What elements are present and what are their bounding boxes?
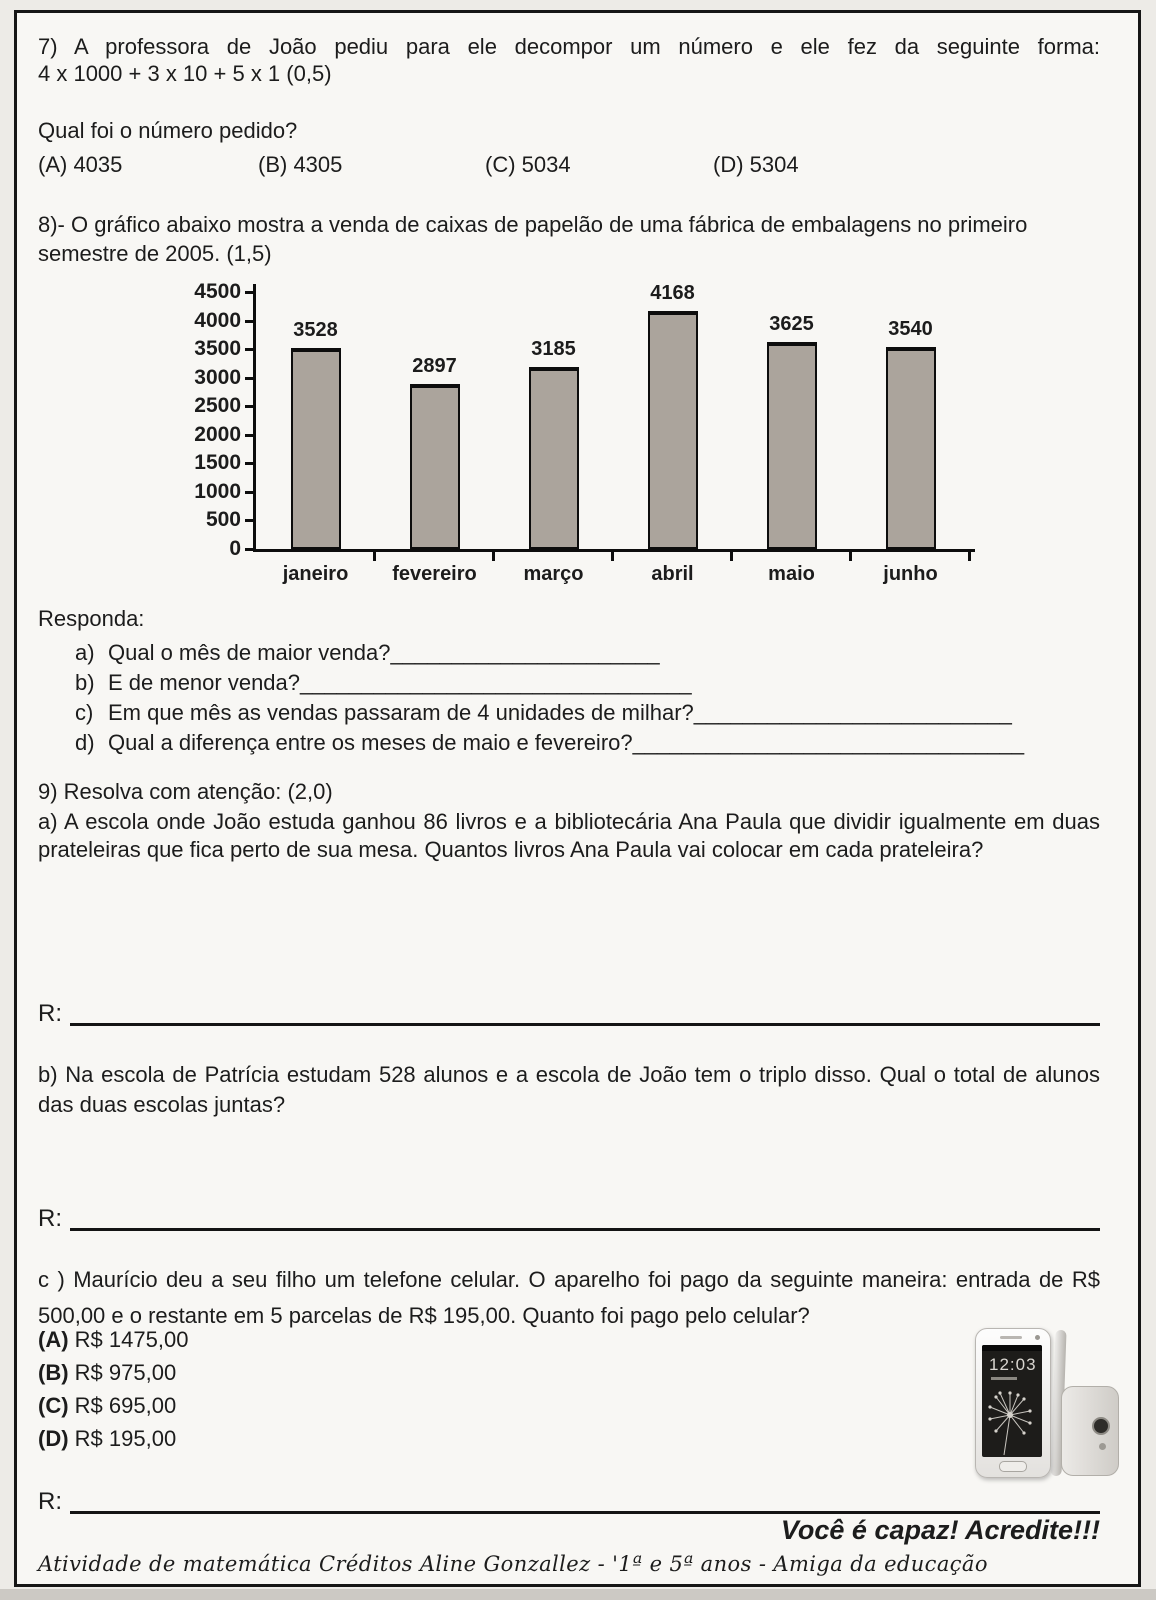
q7-option-c: (C) 5034 bbox=[485, 152, 571, 177]
x-axis-tick bbox=[492, 552, 495, 561]
bar-value-label: 3528 bbox=[293, 319, 338, 341]
q7-option-d: (D) 5304 bbox=[713, 152, 799, 177]
phone-image bbox=[955, 1322, 1120, 1480]
y-axis-tick bbox=[245, 462, 254, 465]
footer-credit: Atividade de matemática Créditos Aline Gonzallez - '1ª e 5ª anos - Amiga da educação bbox=[38, 1552, 988, 1576]
status-bar bbox=[982, 1345, 1042, 1351]
x-axis-tick bbox=[373, 552, 376, 561]
responda-item-label: a) bbox=[75, 640, 95, 665]
y-axis-tick-label: 500 bbox=[205, 508, 241, 532]
y-axis-tick-label: 1000 bbox=[194, 479, 241, 503]
y-axis-tick bbox=[245, 320, 254, 323]
y-axis-tick-label: 1500 bbox=[194, 451, 241, 475]
y-axis-tick bbox=[245, 291, 254, 294]
option-value: R$ 195,00 bbox=[74, 1426, 177, 1451]
responda-item-c bbox=[38, 699, 1100, 729]
bar-value-label: 3625 bbox=[769, 313, 814, 335]
responda-item-text: Qual o mês de maior venda?______________________ bbox=[108, 640, 660, 665]
chart-x-axis bbox=[253, 549, 975, 552]
bar-value-label: 2897 bbox=[412, 355, 457, 377]
responda-item-text: Qual a diferença entre os meses de maio e fevereiro?________________________________ bbox=[108, 730, 1025, 755]
q9b-answer-row bbox=[38, 1205, 1100, 1231]
chart-bar bbox=[410, 384, 460, 549]
q9a-answer-row bbox=[38, 1000, 1100, 1026]
q9c-text: c ) Maurício deu a seu filho um telefone celular. O aparelho foi pago da seguinte maneira: entrada de R$ 500,00 e o restante em 5 parcelas de R$ 195,00. Quanto foi pago pelo celular? bbox=[38, 1267, 1100, 1328]
y-axis-tick bbox=[245, 548, 254, 551]
q7-options bbox=[38, 151, 1100, 178]
bar-chart bbox=[38, 270, 1048, 600]
y-axis-tick bbox=[245, 377, 254, 380]
q7-question: Qual foi o número pedido? bbox=[38, 118, 298, 143]
q9c-option-b bbox=[38, 1360, 1100, 1393]
chart-bar bbox=[291, 348, 341, 549]
q7-option-b: (B) 4305 bbox=[258, 152, 343, 177]
bar-value-label: 3185 bbox=[531, 338, 576, 360]
y-axis-tick-label: 2500 bbox=[194, 394, 241, 418]
x-axis-category-label: fevereiro bbox=[392, 563, 477, 585]
answer-label: R: bbox=[38, 1488, 62, 1515]
responda-item-label: c) bbox=[75, 700, 94, 725]
chart-bar bbox=[886, 347, 936, 549]
bar-value-label: 3540 bbox=[888, 318, 933, 340]
clock-text: 12:03 bbox=[989, 1355, 1037, 1374]
y-axis-tick-label: 2000 bbox=[194, 422, 241, 446]
answer-blank-line bbox=[70, 999, 1100, 1026]
date-line bbox=[991, 1377, 1017, 1380]
y-axis-tick bbox=[245, 405, 254, 408]
responda-item-d bbox=[38, 729, 1100, 759]
responda-title: Responda: bbox=[38, 606, 145, 631]
phone-back bbox=[1061, 1386, 1119, 1476]
y-axis-tick bbox=[245, 491, 254, 494]
motivation-text: Você é capaz! Acredite!!! bbox=[780, 1515, 1100, 1545]
answer-label: R: bbox=[38, 1000, 62, 1027]
answer-blank-line bbox=[70, 1487, 1100, 1514]
x-axis-tick bbox=[849, 552, 852, 561]
x-axis-category-label: março bbox=[523, 563, 584, 585]
q9c-answer-row bbox=[38, 1488, 1100, 1514]
x-axis-category-label: janeiro bbox=[282, 563, 349, 585]
option-letter: (B) bbox=[38, 1360, 69, 1385]
y-axis-tick bbox=[245, 348, 254, 351]
option-letter: (C) bbox=[38, 1393, 69, 1418]
chart-bar bbox=[529, 367, 579, 549]
x-axis-category-label: junho bbox=[883, 563, 938, 585]
chart-bar bbox=[648, 311, 698, 549]
y-axis-tick bbox=[245, 434, 254, 437]
responda-item-b bbox=[38, 669, 1100, 699]
y-axis-tick-label: 3000 bbox=[194, 365, 241, 389]
q9c-options bbox=[38, 1327, 1100, 1459]
x-axis-tick bbox=[611, 552, 614, 561]
option-value: R$ 975,00 bbox=[74, 1360, 177, 1385]
y-axis-tick-label: 0 bbox=[229, 537, 241, 560]
option-letter: (A) bbox=[38, 1327, 69, 1352]
option-value: R$ 695,00 bbox=[74, 1393, 177, 1418]
responda-item-a bbox=[38, 639, 1100, 669]
camera-icon bbox=[1092, 1417, 1110, 1435]
dandelion-icon bbox=[984, 1385, 1038, 1457]
speaker-icon bbox=[1000, 1336, 1022, 1339]
y-axis-tick-label: 4000 bbox=[194, 308, 241, 332]
camera-dot-icon bbox=[1035, 1335, 1040, 1340]
q9c-option-c bbox=[38, 1393, 1100, 1426]
flash-icon bbox=[1099, 1443, 1106, 1450]
answer-label: R: bbox=[38, 1205, 62, 1232]
phone-screen bbox=[982, 1345, 1042, 1457]
q9c-option-a bbox=[38, 1327, 1100, 1360]
home-button-icon bbox=[999, 1461, 1027, 1472]
bar-value-label: 4168 bbox=[650, 282, 695, 304]
responda-item-label: d) bbox=[75, 730, 95, 755]
responda-item-text: Em que mês as vendas passaram de 4 unidades de milhar?__________________________ bbox=[108, 700, 1012, 725]
question-8 bbox=[38, 210, 1100, 268]
q8-text: 8)- O gráfico abaixo mostra a venda de caixas de papelão de uma fábrica de embalagens no primeiro semestre de 2005. (1,5) bbox=[38, 212, 1028, 266]
x-axis-category-label: abril bbox=[651, 563, 694, 585]
option-letter: (D) bbox=[38, 1426, 69, 1451]
x-axis-tick bbox=[730, 552, 733, 561]
q9c-option-d bbox=[38, 1426, 1100, 1459]
q9a-text: a) A escola onde João estuda ganhou 86 livros e a bibliotecária Ana Paula que dividir igualmente em duas prateleiras que fica perto de sua mesa. Quantos livros Ana Paula vai colocar em cada prateleira? bbox=[38, 809, 1100, 862]
q7-formula: 4 x 1000 + 3 x 10 + 5 x 1 (0,5) bbox=[38, 61, 332, 86]
q9-title: 9) Resolva com atenção: (2,0) bbox=[38, 779, 333, 804]
scan-edge-shade bbox=[0, 1589, 1156, 1600]
phone-front bbox=[975, 1328, 1051, 1478]
responda-item-label: b) bbox=[75, 670, 95, 695]
question-7 bbox=[38, 33, 1100, 178]
worksheet-page bbox=[14, 10, 1141, 1587]
answer-blank-line bbox=[70, 1204, 1100, 1231]
option-value: R$ 1475,00 bbox=[74, 1327, 189, 1352]
y-axis-tick bbox=[245, 519, 254, 522]
x-axis-category-label: maio bbox=[768, 563, 815, 585]
q7-option-a: (A) 4035 bbox=[38, 152, 123, 177]
x-axis-tick bbox=[968, 552, 971, 561]
y-axis-tick-label: 4500 bbox=[194, 280, 241, 303]
q7-intro: 7) A professora de João pediu para ele decompor um número e ele fez da seguinte forma: bbox=[38, 34, 1100, 59]
responda-section bbox=[38, 605, 1100, 759]
y-axis-tick-label: 3500 bbox=[194, 337, 241, 361]
q9b-text: b) Na escola de Patrícia estudam 528 alunos e a escola de João tem o triplo disso. Qual o total de alunos das duas escolas juntas? bbox=[38, 1062, 1100, 1117]
responda-item-text: E de menor venda?________________________________ bbox=[108, 670, 692, 695]
chart-bar bbox=[767, 342, 817, 549]
